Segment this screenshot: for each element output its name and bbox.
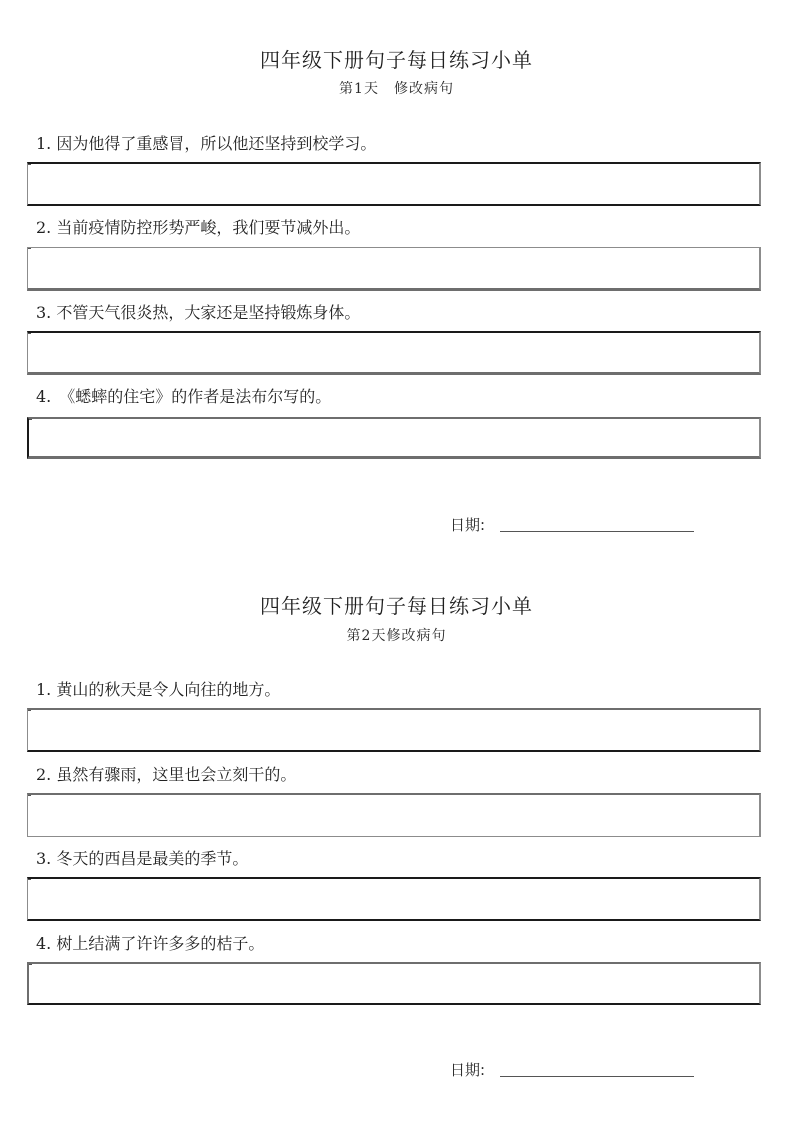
worksheet-title: 四年级下册句子每日练习小单 — [260, 48, 533, 72]
answer-box-1[interactable] — [27, 708, 761, 752]
worksheet-title: 四年级下册句子每日练习小单 — [260, 594, 533, 618]
date-label: 日期: — [450, 516, 486, 534]
answer-box-1[interactable] — [27, 162, 761, 206]
question-4-label: 4. 树上结满了许许多多的桔子。 — [36, 934, 265, 953]
question-3-label: 3. 冬天的西昌是最美的季节。 — [36, 849, 249, 868]
worksheet-subtitle: 第2天修改病句 — [346, 628, 447, 644]
question-2-label: 2. 当前疫情防控形势严峻，我们要节减外出。 — [36, 218, 361, 237]
answer-box-4[interactable] — [27, 417, 761, 459]
answer-box-3[interactable] — [27, 877, 761, 921]
question-1-label: 1. 因为他得了重感冒，所以他还坚持到校学习。 — [36, 134, 377, 153]
question-2-label: 2. 虽然有骤雨，这里也会立刻干的。 — [36, 765, 297, 784]
date-input-line[interactable] — [500, 1076, 694, 1077]
question-4-label: 4. 《蟋蟀的住宅》的作者是法布尔写的。 — [36, 387, 332, 406]
answer-box-4[interactable] — [27, 962, 761, 1005]
question-3-label: 3. 不管天气很炎热，大家还是坚持锻炼身体。 — [36, 303, 361, 322]
date-input-line[interactable] — [500, 531, 694, 532]
answer-box-2[interactable] — [27, 793, 761, 837]
date-label: 日期: — [450, 1061, 486, 1079]
answer-box-2[interactable] — [27, 247, 761, 291]
answer-box-3[interactable] — [27, 331, 761, 375]
question-1-label: 1. 黄山的秋天是令人向往的地方。 — [36, 680, 281, 699]
worksheet-subtitle: 第1天 修改病句 — [339, 81, 454, 97]
